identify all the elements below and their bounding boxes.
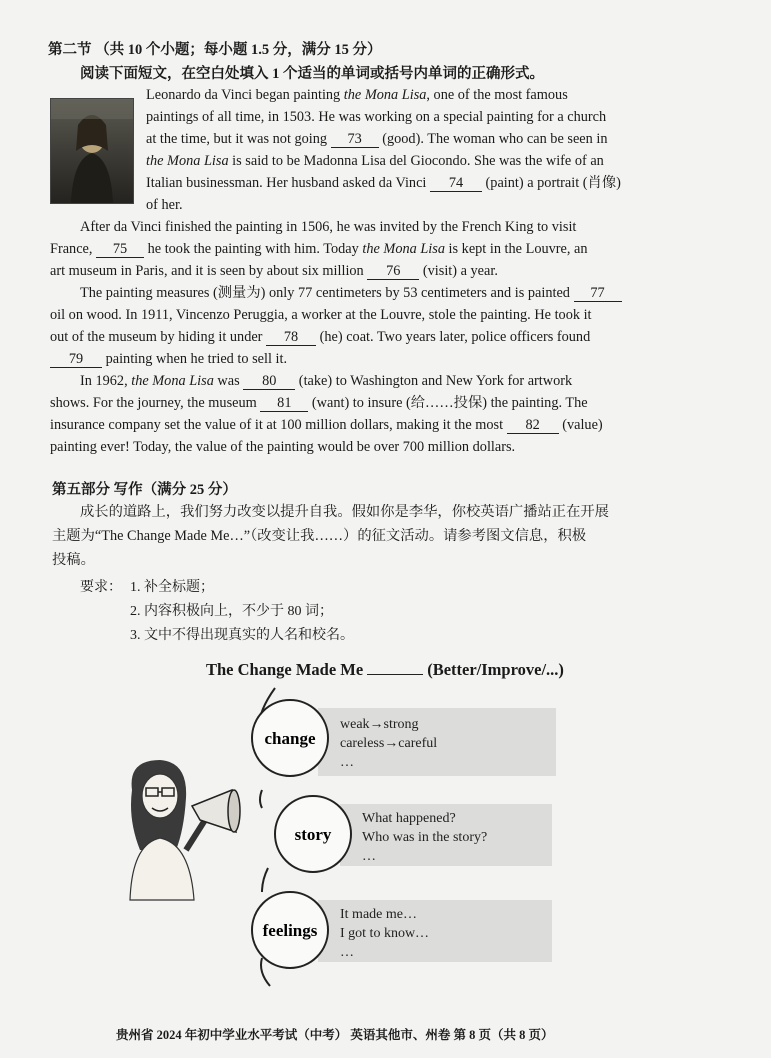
requirement-2: 2. 内容积极向上，不少于 80 词； <box>130 604 333 619</box>
diagram-title: The Change Made Me (Better/Improve/...) <box>206 660 564 679</box>
para4-line4: painting ever! Today, the value of the painting would be over 700 million dollars. <box>50 439 516 455</box>
para1-line1: Leonardo da Vinci began painting the Mona Lisa, one of the most famous <box>146 87 568 103</box>
requirements-label: 要求： <box>80 580 122 595</box>
para3-line1: The painting measures (测量为) only 77 centimeters by 53 centimeters and is painted 77 <box>80 283 622 303</box>
change-line-3: … <box>340 755 354 770</box>
para4-line2: shows. For the journey, the museum 81 (want) to insure (给……投保) the painting. The <box>50 395 588 411</box>
part-5-title: 第五部分 写作（满分 25 分） <box>52 482 237 498</box>
requirement-3: 3. 文中不得出现真实的人名和校名。 <box>130 628 354 643</box>
section-2-title: 第二节 （共 10 个小题；每小题 1.5 分，满分 15 分） <box>48 42 382 58</box>
para3-line4: 79 painting when he tried to sell it. <box>50 349 287 369</box>
page-footer: 贵州省 2024 年初中学业水平考试（中考） 英语其他市、州卷 第 8 页（共 8 页） <box>116 1028 554 1042</box>
para1-line4: the Mona Lisa is said to be Madonna Lisa del Giocondo. She was the wife of an <box>146 153 604 169</box>
para1-line6: of her. <box>146 197 183 213</box>
para2-line2: France, 75 he took the painting with him. Today the Mona Lisa is kept in the Louvre, an <box>50 241 588 257</box>
blank-78[interactable]: 78 <box>266 329 316 346</box>
node-label-story: story <box>294 825 332 844</box>
feelings-line-2: I got to know… <box>340 926 430 941</box>
change-line-2: careless→careful <box>340 736 438 751</box>
para4-line1: In 1962, the Mona Lisa was 80 (take) to Washington and New York for artwork <box>80 373 573 389</box>
para3-line2: oil on wood. In 1911, Vincenzo Peruggia, a worker at the Louvre, stole the painting. He took it <box>50 307 592 323</box>
blank-81[interactable]: 81 <box>260 395 308 412</box>
blank-74[interactable]: 74 <box>430 175 482 192</box>
mind-map-diagram <box>0 680 771 1020</box>
part5-line2: 主题为“The Change Made Me…”（改变让我……）的征文活动。请参考图文信息，积极 <box>52 528 587 544</box>
story-line-1: What happened? <box>362 811 456 826</box>
para2-line1: After da Vinci finished the painting in 1506, he was invited by the French King to visit <box>80 219 577 235</box>
para3-line3: out of the museum by hiding it under 78 (he) coat. Two years later, police officers found <box>50 329 591 345</box>
change-line-1: weak→strong <box>340 717 419 732</box>
story-line-2: Who was in the story? <box>362 830 488 845</box>
para2-line3: art museum in Paris, and it is seen by about six million 76 (visit) a year. <box>50 263 498 279</box>
requirement-1: 1. 补全标题； <box>130 580 214 595</box>
blank-73[interactable]: 73 <box>331 131 379 148</box>
para4-line3: insurance company set the value of it at 100 million dollars, making it the most 82 (value) <box>50 417 603 433</box>
title-blank[interactable] <box>367 674 423 675</box>
mona-lisa-image <box>50 98 134 204</box>
para1-line2: paintings of all time, in 1503. He was working on a special painting for a church <box>146 109 607 125</box>
para1-line5: Italian businessman. Her husband asked da Vinci 74 (paint) a portrait (肖像) <box>146 175 621 191</box>
para1-line3: at the time, but it was not going 73 (good). The woman who can be seen in <box>146 131 608 147</box>
part5-line3: 投稿。 <box>52 552 95 568</box>
feelings-line-1: It made me… <box>340 907 417 922</box>
node-label-change: change <box>264 729 316 748</box>
blank-82[interactable]: 82 <box>507 417 559 434</box>
blank-75[interactable]: 75 <box>96 241 144 258</box>
section-2-instruction: 阅读下面短文，在空白处填入 1 个适当的单词或括号内单词的正确形式。 <box>80 66 544 82</box>
blank-79[interactable]: 79 <box>50 351 102 368</box>
feelings-line-3: … <box>340 945 354 960</box>
blank-80[interactable]: 80 <box>243 373 295 390</box>
girl-megaphone-illustration <box>130 760 240 900</box>
node-label-feelings: feelings <box>262 921 318 940</box>
part5-line1: 成长的道路上，我们努力改变以提升自我。假如你是李华，你校英语广播站正在开展 <box>80 504 609 520</box>
blank-77[interactable]: 77 <box>574 285 622 302</box>
blank-76[interactable]: 76 <box>367 263 419 280</box>
story-line-3: … <box>362 849 376 864</box>
